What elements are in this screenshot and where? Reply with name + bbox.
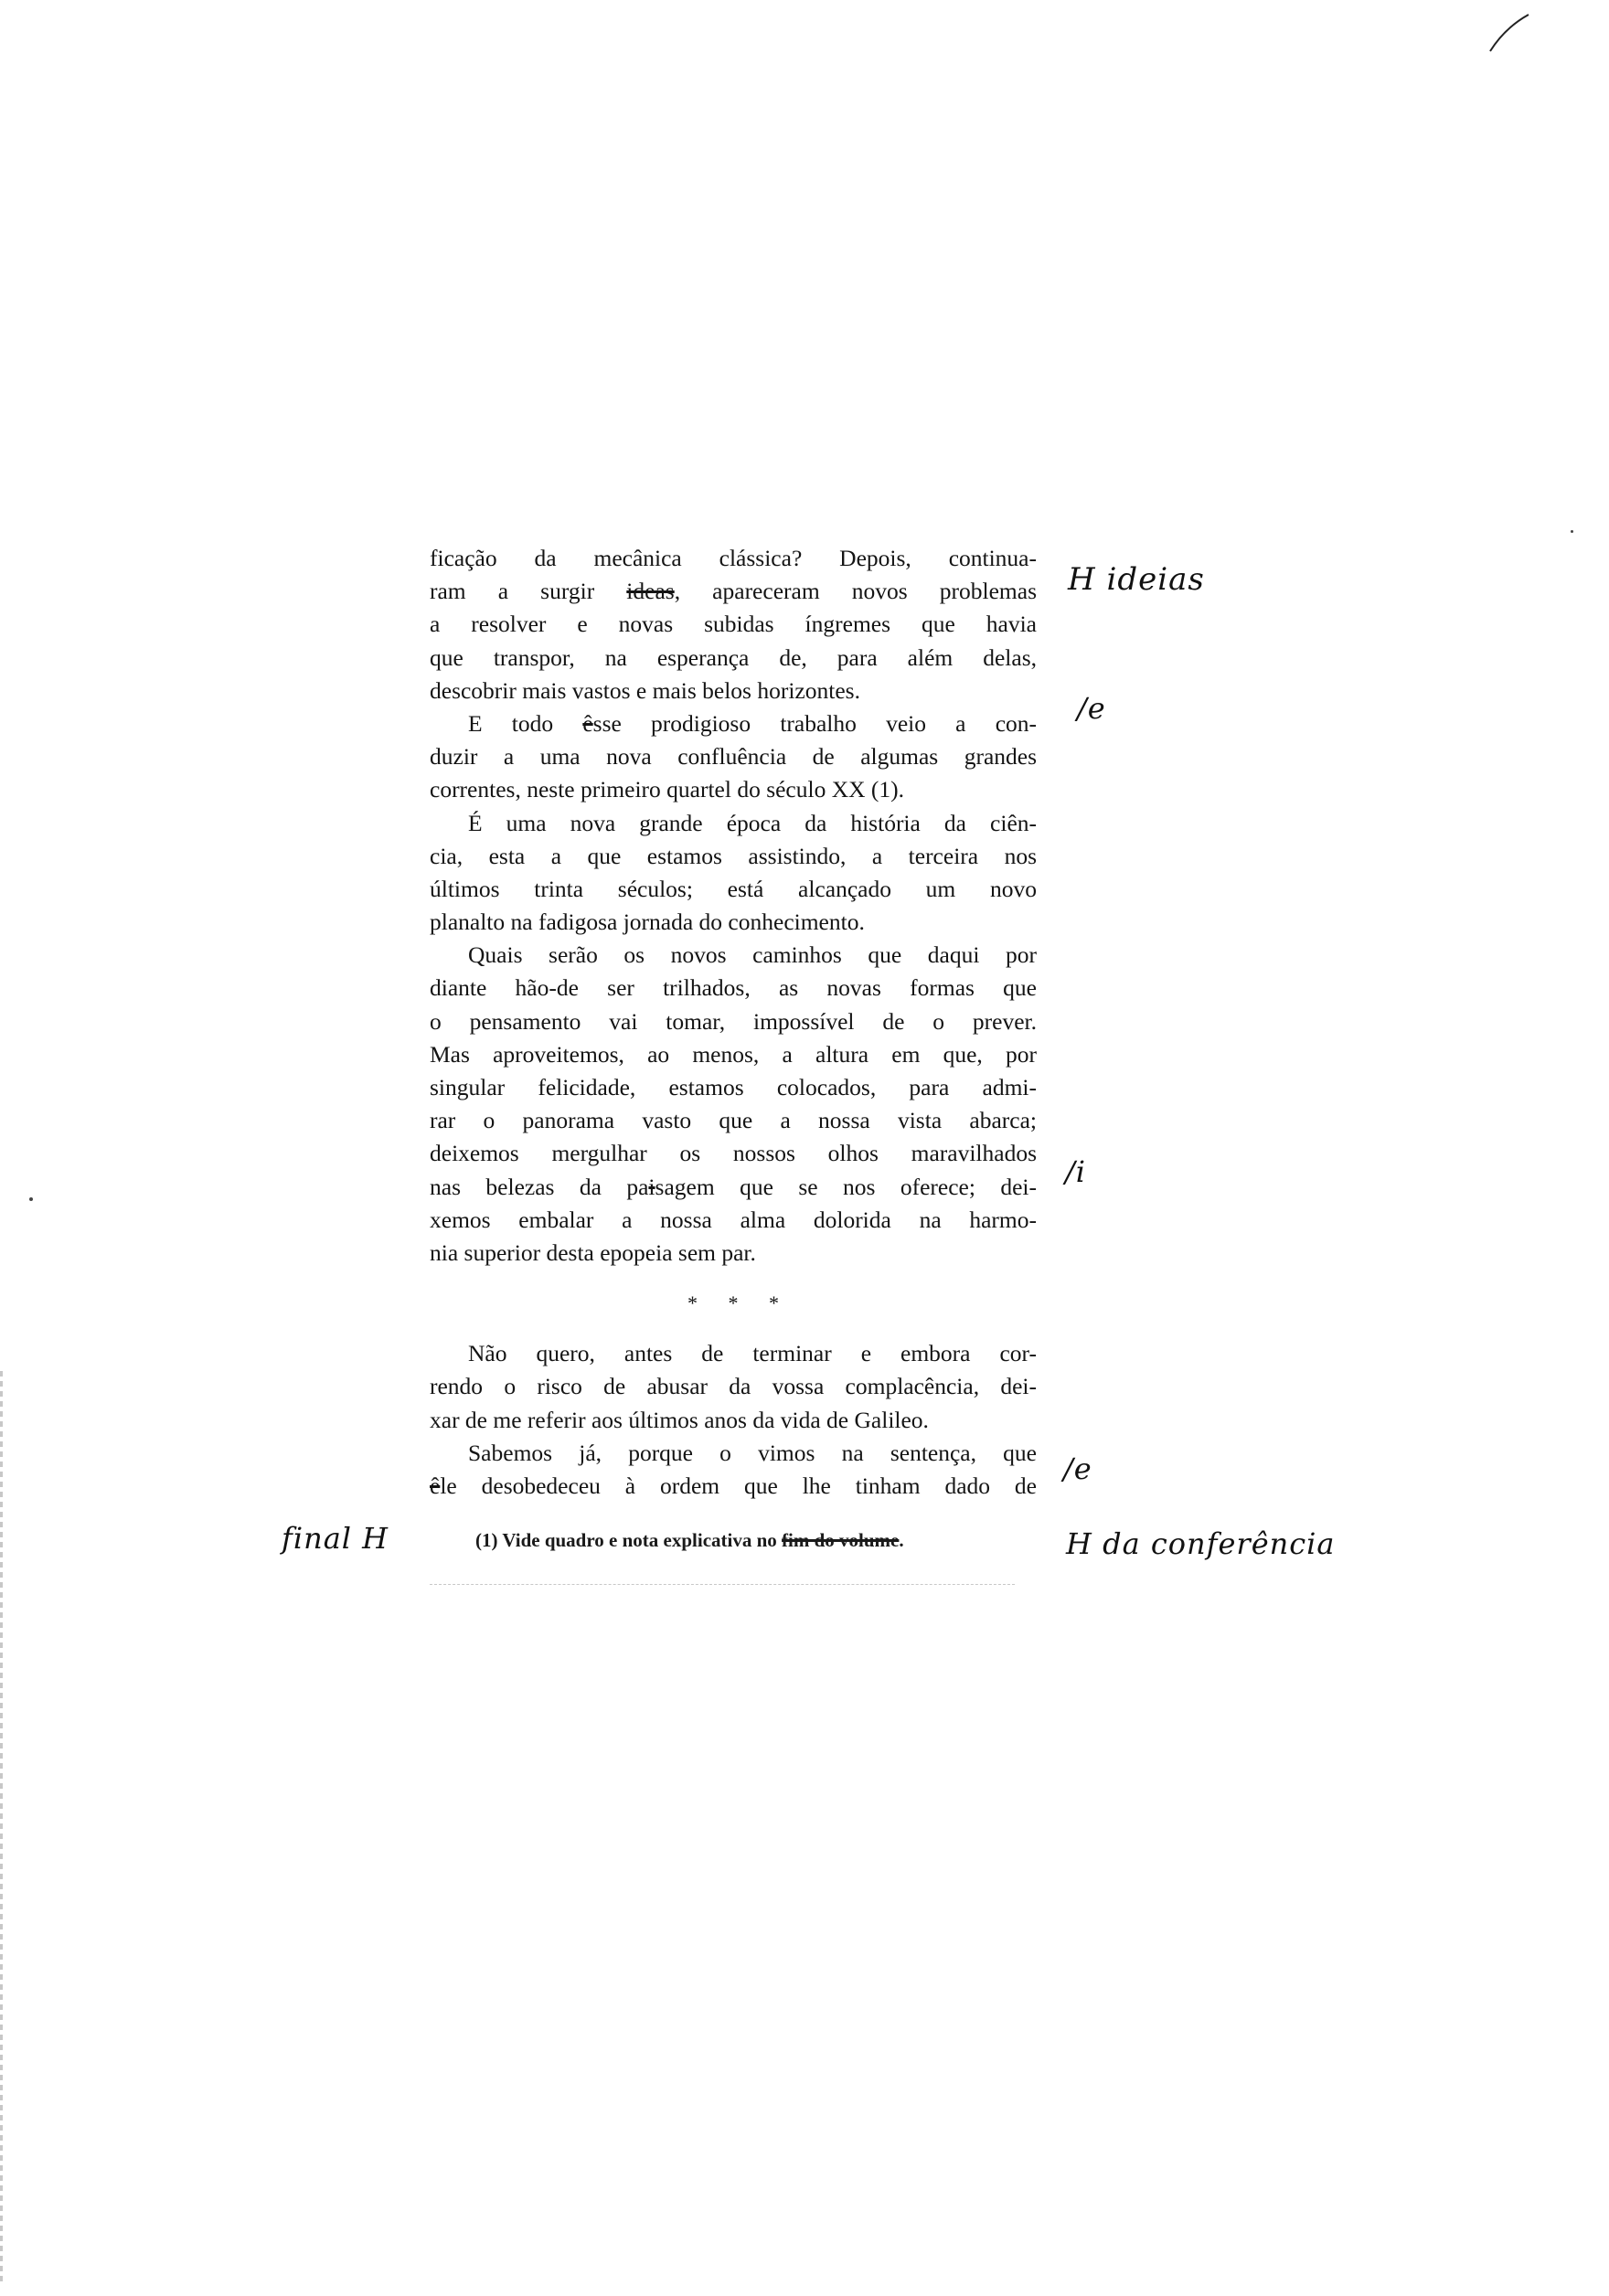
text-line: singular felicidade, estamos colocados, para admi- xyxy=(430,1074,1037,1100)
text-line: deixemos mergulhar os nossos olhos maravilhados xyxy=(430,1140,1037,1167)
text-line: rendo o risco de abusar da vossa complacência, dei- xyxy=(430,1373,1037,1400)
text-line: cia, esta a que estamos assistindo, a terceira nos xyxy=(430,842,1037,869)
text-line: planalto na fadigosa jornada do conhecimento. xyxy=(430,909,865,936)
text-line: nas belezas da paisagem que se nos oferece; dei- xyxy=(430,1173,1037,1200)
text-line: ram a surgir ideas, apareceram novos problemas xyxy=(430,578,1037,605)
margin-note-final: final H xyxy=(282,1521,389,1556)
scan-page-edge xyxy=(0,1371,3,2285)
footnote: (1) Vide quadro e nota explicativa no fim do volume. xyxy=(475,1529,904,1551)
corner-pen-mark xyxy=(1488,13,1530,53)
text-line: que transpor, na esperança de, para além delas, xyxy=(430,643,1037,671)
margin-note-li: /i xyxy=(1065,1154,1087,1189)
struck-letter: i xyxy=(648,1173,655,1200)
text-line: êle desobedeceu à ordem que lhe tinham dado de xyxy=(430,1472,1037,1499)
text-line: E todo êsse prodigioso trabalho veio a con- xyxy=(468,709,1037,737)
text-line: Sabemos já, porque o vimos na sentença, que xyxy=(468,1439,1037,1466)
text-line: Quais serão os novos caminhos que daqui por xyxy=(468,941,1037,969)
text-line: duzir a uma nova confluência de algumas grandes xyxy=(430,743,1037,771)
text-line: nia superior desta epopeia sem par. xyxy=(430,1238,756,1266)
margin-note-conferencia: H da conferência xyxy=(1066,1526,1336,1561)
section-break: * * * xyxy=(687,1292,792,1315)
struck-word: ideas xyxy=(626,578,675,605)
text-line: diante hão-de ser trilhados, as novas formas que xyxy=(430,974,1037,1002)
struck-letter: ê xyxy=(430,1472,441,1499)
text-line: últimos trinta séculos; está alcançado um novo xyxy=(430,875,1037,902)
text-line: ficação da mecânica clássica? Depois, continua- xyxy=(430,545,1037,571)
scan-speck xyxy=(1571,530,1573,533)
margin-note-le: /e xyxy=(1063,1451,1092,1486)
struck-letter: ê xyxy=(582,709,593,737)
faint-rule xyxy=(430,1584,1015,1585)
margin-note-le: /e xyxy=(1077,691,1106,726)
body-text xyxy=(430,542,1037,1503)
margin-note-ideias: H ideias xyxy=(1068,561,1205,598)
text-line: xemos embalar a nossa alma dolorida na harmo- xyxy=(430,1206,1037,1233)
text-line: correntes, neste primeiro quartel do século XX (1). xyxy=(430,776,905,803)
text-line: xar de me referir aos últimos anos da vida de Galileo. xyxy=(430,1406,929,1433)
scan-speck xyxy=(29,1197,33,1201)
text-line: o pensamento vai tomar, impossível de o prever. xyxy=(430,1007,1037,1035)
text-line: rar o panorama vasto que a nossa vista abarca; xyxy=(430,1107,1037,1134)
text-line: descobrir mais vastos e mais belos horizontes. xyxy=(430,676,860,704)
text-line: Mas aproveitemos, ao menos, a altura em que, por xyxy=(430,1040,1037,1068)
footnote-struck-text: fim do volume xyxy=(782,1529,900,1551)
text-line: É uma nova grande época da história da ciên- xyxy=(468,809,1037,836)
text-line: a resolver e novas subidas íngremes que havia xyxy=(430,611,1037,638)
text-line: Não quero, antes de terminar e embora cor- xyxy=(468,1340,1037,1367)
